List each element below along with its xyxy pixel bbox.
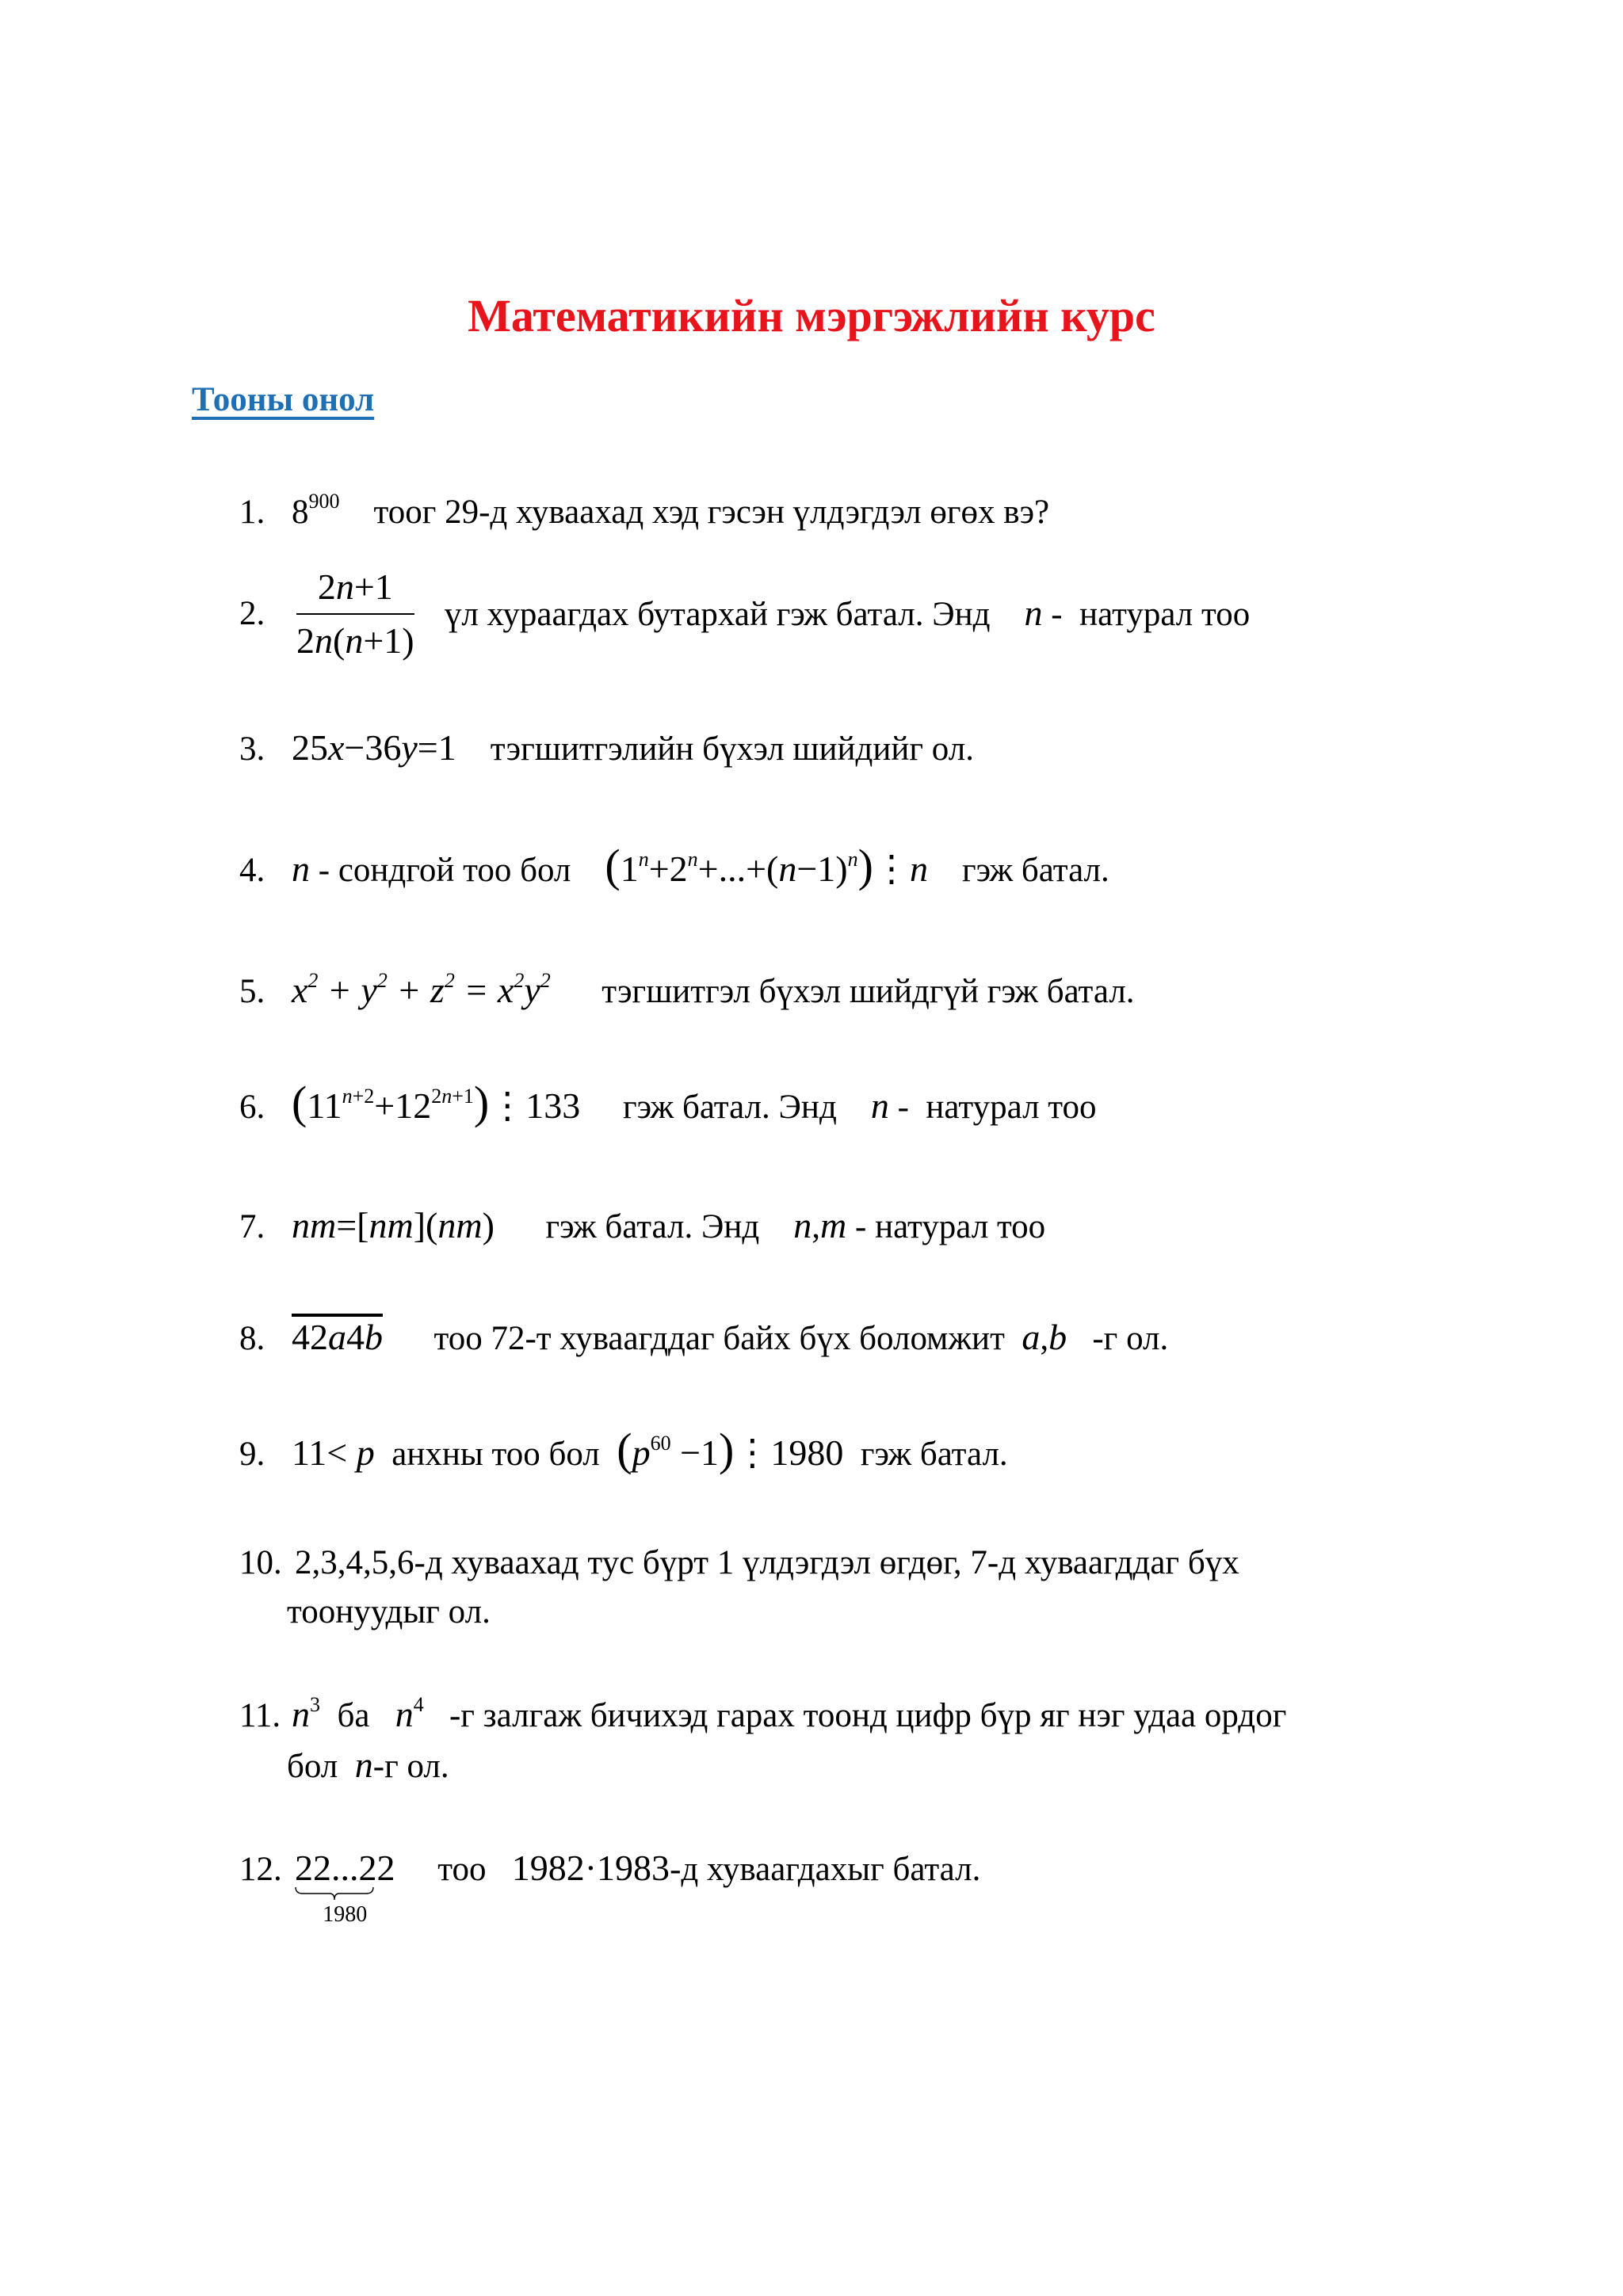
math-expr: $8^{900}$ [292, 490, 340, 531]
math-expr: $x^2 + y^2 + z^2 = x^2y^2$ [292, 969, 551, 1010]
problem-number: 8. [239, 1320, 265, 1357]
problem-text-tail: натурал тоо [926, 1089, 1097, 1126]
problem-6: 6. $(11^{n+2}+12^{2n+1})⋮133$ гэж батал. Энд n - натурал тоо [239, 1079, 1097, 1131]
problem-number: 6. [239, 1089, 265, 1126]
problem-number: 11. [239, 1697, 281, 1734]
problem-number: 7. [239, 1208, 265, 1245]
problem-text: тэгшитгэл бүхэл шийдгүй гэж батал. [601, 973, 1135, 1010]
problem-text: тэгшитгэлийн бүхэл шийдийг ол. [490, 730, 974, 768]
math-expr: $(1^n+2^n+...+(n-1)^n)⋮n$ [605, 840, 928, 891]
problem-3 [239, 724, 974, 773]
problem-5 [239, 967, 1135, 1016]
problem-10 [239, 1539, 1239, 1636]
math-expr: ($p^{60}$ −1)⋮1980 [617, 1424, 844, 1475]
problem-number: 3. [239, 730, 265, 768]
problem-text-2: -г залгаж бичихэд гарах тоонд цифр бүр яг нэг удаа ордог [449, 1697, 1287, 1734]
problem-8: 8. 42a4b тоо 72-т хуваагддаг байх бүх боломжит a,b -г ол. [239, 1314, 1168, 1363]
problem-text-tail: -г ол. [1092, 1320, 1169, 1357]
problem-text: тоог 29-д хуваахад хэд гэсэн үлдэгдэл өгөх вэ? [373, 494, 1050, 531]
problem-9 [239, 1426, 1008, 1478]
section-heading: Тооны онол [192, 381, 375, 418]
problem-number: 10. [239, 1544, 282, 1581]
problem-text: анхны тоо бол [391, 1436, 600, 1473]
problem-number: 12. [239, 1851, 282, 1888]
problem-number: 9. [239, 1436, 265, 1473]
problem-text-line2a: бол [287, 1748, 338, 1785]
problem-text-tail: натурал тоо [1079, 596, 1251, 633]
fraction: $\frac{2n+1}{2n(n+1)}$ [296, 564, 414, 664]
problem-text: тоо 72-т хуваагддаг байх бүх боломжит [433, 1320, 1005, 1357]
problem-text: гэж батал. Энд [545, 1208, 760, 1245]
math-expr: $(11^{n+2}+12^{2n+1})⋮133$ [292, 1077, 581, 1128]
problem-1 [239, 489, 1049, 536]
problem-number: 1. [239, 494, 265, 531]
problem-text: тоо [437, 1851, 487, 1888]
math-expr: 1982·1983 [511, 1848, 670, 1888]
document-title: Математикийн мэргэжлийн курс [468, 290, 1155, 341]
problem-text: үл хураагдах бутархай гэж батал. Энд [444, 596, 991, 633]
problem-11: 11. $n^3$ ба $n^4$ -г залгаж бичихэд гарах тоонд цифр бүр яг нэг удаа ордог бол n-г ол. [239, 1693, 1287, 1785]
problem-text-line2: тоонуудыг ол. [287, 1593, 491, 1630]
problem-text-tail: гэж батал. [961, 852, 1109, 889]
underbrace-icon [295, 1886, 374, 1901]
problem-text: ба [337, 1697, 370, 1734]
problem-text-tail: - натурал тоо [855, 1208, 1046, 1245]
problem-4: 4. n - сондгой тоо бол $(1^n+2^n+...+(n-1)^n)⋮n$ гэж батал. [239, 842, 1109, 894]
math-expr: 42a4b [292, 1317, 383, 1357]
math-expr: 25x−36y=1 [292, 727, 456, 768]
problem-number: 2. [239, 595, 265, 632]
problem-2: 2. $\frac{2n+1}{2n(n+1)}$ үл хураагдах бутархай гэж батал. Энд n - натурал тоо [239, 564, 1250, 664]
math-cond: 11< p [292, 1432, 375, 1473]
problem-12 [239, 1844, 981, 1927]
math-expr: nm=[nm](nm) [292, 1205, 495, 1245]
problem-number: 5. [239, 973, 265, 1010]
problem-text-line2b: -г ол. [372, 1748, 449, 1785]
problem-number: 4. [239, 852, 265, 889]
problem-text-tail: гэж батал. [860, 1436, 1008, 1473]
problem-text: гэж батал. Энд [623, 1089, 837, 1126]
problem-7: 7. nm=[nm](nm) гэж батал. Энд n,m - натурал тоо [239, 1202, 1045, 1251]
problem-text-tail: -д хуваагдахыг батал. [670, 1851, 981, 1888]
underbrace-number: 22...22 1980 [295, 1848, 395, 1927]
problem-text: 2,3,4,5,6-д хуваахад тус бүрт 1 үлдэгдэл өгдөг, 7-д хуваагддаг бүх [295, 1544, 1239, 1581]
underbrace-count: 1980 [323, 1902, 368, 1927]
problem-text: - сондгой тоо бол [318, 852, 571, 889]
